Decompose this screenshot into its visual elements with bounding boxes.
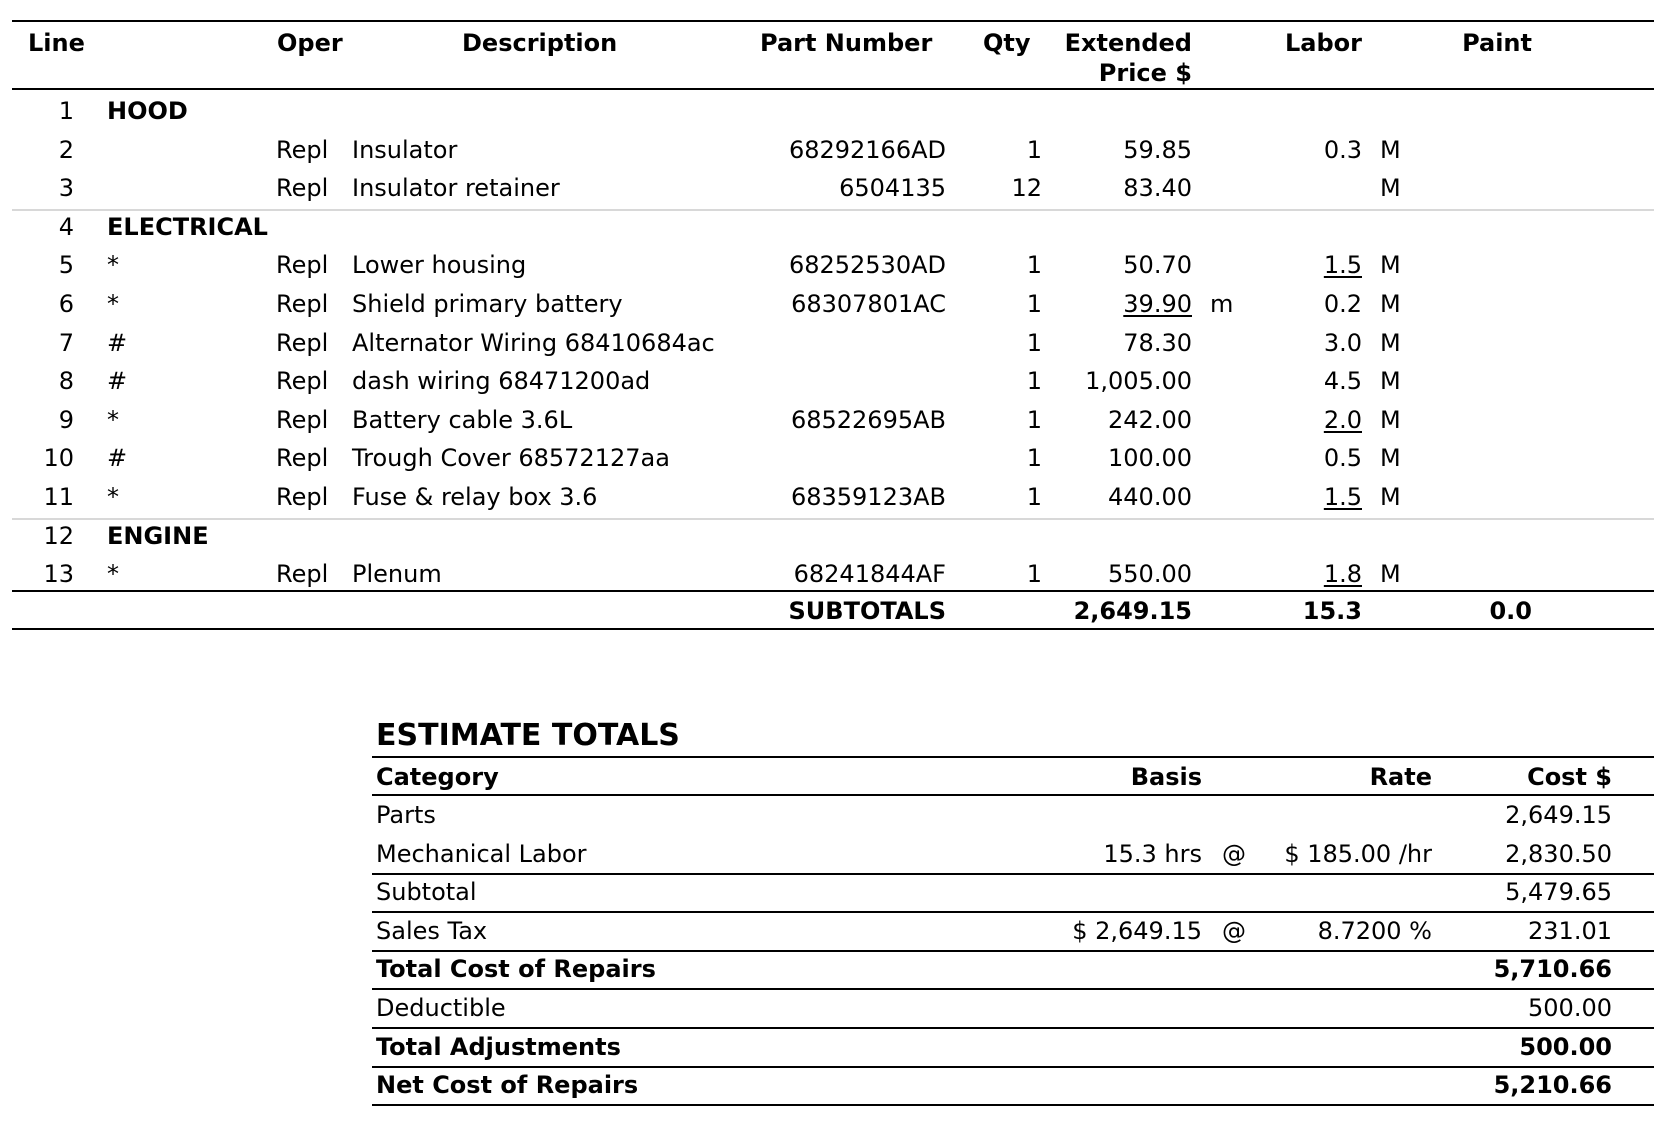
row-labor-type: M (1380, 444, 1401, 473)
row-extended-price: 83.40 (1123, 174, 1192, 203)
col-header-extended-price-line1: Extended (1064, 29, 1192, 57)
totals-category: Total Adjustments (376, 1032, 621, 1061)
row-qty: 1 (1026, 483, 1042, 511)
row-line-number: 3 (58, 174, 74, 203)
row-description: Alternator Wiring 68410684ac (352, 328, 715, 357)
row-oper: Repl (276, 328, 329, 357)
totals-cost: 5,210.66 (1493, 1071, 1612, 1100)
totals-cost: 2,830.50 (1505, 839, 1612, 868)
row-qty: 1 (1026, 290, 1042, 318)
section-divider (12, 209, 1654, 211)
row-flag: * (107, 560, 119, 589)
row-description: Lower housing (352, 251, 527, 280)
row-description: Fuse & relay box 3.6 (352, 483, 598, 511)
section-divider (12, 518, 1654, 520)
row-qty: 1 (1026, 560, 1042, 589)
section-title: ENGINE (107, 521, 209, 550)
row-part-number: 68522695AB (790, 405, 946, 434)
totals-category: Deductible (376, 994, 506, 1022)
row-labor: 3.0 (1323, 328, 1362, 357)
row-line-number: 11 (43, 483, 74, 511)
totals-category: Subtotal (376, 878, 477, 907)
row-labor-type: M (1380, 367, 1401, 396)
row-labor: 0.2 (1323, 290, 1362, 318)
subtotals-bottom-rule (12, 628, 1654, 630)
totals-category: Parts (376, 801, 436, 829)
totals-basis: 15.3 hrs (1103, 839, 1202, 868)
col-header-oper: Oper (277, 29, 343, 57)
row-oper: Repl (276, 367, 329, 396)
row-extended-price: 550.00 (1108, 560, 1192, 589)
totals-row-rule (372, 873, 1654, 875)
row-qty: 12 (1011, 174, 1042, 203)
totals-cost: 5,710.66 (1493, 955, 1612, 984)
row-oper: Repl (276, 251, 329, 280)
row-line-number: 8 (58, 367, 74, 396)
row-labor: 1.5 (1323, 483, 1362, 511)
col-header-qty: Qty (983, 29, 1031, 57)
row-line-number: 12 (43, 521, 74, 550)
row-description: Insulator (352, 135, 458, 164)
row-oper: Repl (276, 174, 329, 203)
row-labor: 1.8 (1323, 560, 1362, 589)
row-extended-price: 242.00 (1108, 405, 1192, 434)
totals-cost: 500.00 (1519, 1032, 1612, 1061)
row-description: Shield primary battery (352, 290, 623, 318)
totals-row-rule (372, 911, 1654, 913)
totals-header-rate: Rate (1369, 763, 1432, 791)
row-extended-price: 1,005.00 (1085, 367, 1192, 396)
col-header-part-number: Part Number (760, 29, 933, 57)
totals-row-rule (372, 1066, 1654, 1068)
row-description: Plenum (352, 560, 442, 589)
row-qty: 1 (1026, 367, 1042, 396)
col-header-extended-price-line2: Price $ (1098, 59, 1192, 87)
row-extended-price: 78.30 (1123, 328, 1192, 357)
row-labor-type: M (1380, 135, 1401, 164)
row-flag: * (107, 483, 119, 511)
row-part-number: 68252530AD (788, 251, 946, 280)
row-labor-type: M (1380, 483, 1401, 511)
row-description: Insulator retainer (352, 174, 560, 203)
row-qty: 1 (1026, 328, 1042, 357)
row-price-flag: m (1210, 290, 1234, 318)
totals-rate: 8.7200 % (1317, 916, 1432, 945)
totals-cost: 2,649.15 (1505, 801, 1612, 829)
table-top-rule (12, 20, 1654, 22)
row-labor-type: M (1380, 560, 1401, 589)
row-extended-price: 440.00 (1108, 483, 1192, 511)
totals-cost: 500.00 (1528, 994, 1612, 1022)
section-title: HOOD (107, 97, 188, 125)
row-part-number: 68307801AC (791, 290, 946, 318)
subtotals-top-rule (12, 590, 1654, 592)
row-line-number: 7 (58, 328, 74, 357)
row-description: Trough Cover 68572127aa (352, 444, 670, 473)
col-header-description: Description (462, 29, 618, 57)
row-oper: Repl (276, 483, 329, 511)
totals-header-rule (372, 794, 1654, 796)
subtotals-labor: 15.3 (1302, 597, 1362, 625)
row-oper: Repl (276, 290, 329, 318)
row-labor: 2.0 (1323, 405, 1362, 434)
row-labor-type: M (1380, 251, 1401, 280)
totals-rate: $ 185.00 /hr (1284, 839, 1432, 868)
col-header-line: Line (28, 29, 85, 57)
row-flag: * (107, 405, 119, 434)
totals-category: Total Cost of Repairs (376, 955, 656, 984)
row-line-number: 4 (58, 212, 74, 241)
row-labor-type: M (1380, 174, 1401, 203)
totals-category: Net Cost of Repairs (376, 1071, 639, 1100)
totals-top-rule (372, 756, 1654, 758)
row-extended-price: 50.70 (1123, 251, 1192, 280)
totals-category: Mechanical Labor (376, 839, 587, 868)
row-labor: 1.5 (1323, 251, 1362, 280)
totals-row-rule (372, 1104, 1654, 1106)
totals-at: @ (1222, 839, 1246, 868)
row-oper: Repl (276, 135, 329, 164)
totals-header-category: Category (376, 763, 499, 791)
subtotals-price: 2,649.15 (1073, 597, 1192, 625)
col-header-labor: Labor (1285, 29, 1362, 57)
row-oper: Repl (276, 560, 329, 589)
row-labor: 0.3 (1323, 135, 1362, 164)
col-header-paint: Paint (1462, 29, 1532, 57)
totals-category: Sales Tax (376, 916, 488, 945)
totals-basis: $ 2,649.15 (1072, 916, 1202, 945)
row-extended-price: 39.90 (1123, 290, 1192, 318)
row-line-number: 9 (58, 405, 74, 434)
row-line-number: 6 (58, 290, 74, 318)
totals-row-rule (372, 1027, 1654, 1029)
row-line-number: 5 (58, 251, 74, 280)
row-flag: # (107, 444, 128, 473)
row-part-number: 68359123AB (790, 483, 946, 511)
section-title: ELECTRICAL (107, 212, 268, 241)
row-line-number: 10 (43, 444, 74, 473)
row-line-number: 13 (43, 560, 74, 589)
row-flag: * (107, 290, 119, 318)
row-description: Battery cable 3.6L (352, 405, 573, 434)
totals-cost: 231.01 (1528, 916, 1612, 945)
row-part-number: 6504135 (839, 174, 946, 203)
row-flag: # (107, 367, 128, 396)
row-part-number: 68241844AF (793, 560, 946, 589)
subtotals-label: SUBTOTALS (788, 597, 946, 625)
header-bottom-rule (12, 88, 1654, 90)
row-extended-price: 59.85 (1123, 135, 1192, 164)
totals-row-rule (372, 950, 1654, 952)
row-labor-type: M (1380, 290, 1401, 318)
totals-header-cost: Cost $ (1527, 763, 1612, 791)
subtotals-paint: 0.0 (1489, 597, 1532, 625)
totals-row-rule (372, 988, 1654, 990)
row-extended-price: 100.00 (1108, 444, 1192, 473)
row-flag: * (107, 251, 119, 280)
row-part-number: 68292166AD (788, 135, 946, 164)
row-line-number: 1 (58, 97, 74, 125)
row-qty: 1 (1026, 444, 1042, 473)
row-line-number: 2 (58, 135, 74, 164)
row-qty: 1 (1026, 135, 1042, 164)
row-labor: 0.5 (1323, 444, 1362, 473)
row-qty: 1 (1026, 251, 1042, 280)
row-description: dash wiring 68471200ad (352, 367, 651, 396)
row-labor-type: M (1380, 328, 1401, 357)
row-oper: Repl (276, 444, 329, 473)
totals-at: @ (1222, 916, 1246, 945)
totals-cost: 5,479.65 (1505, 878, 1612, 907)
row-labor-type: M (1380, 405, 1401, 434)
row-oper: Repl (276, 405, 329, 434)
estimate-totals-title: ESTIMATE TOTALS (376, 718, 680, 753)
row-labor: 4.5 (1323, 367, 1362, 396)
row-qty: 1 (1026, 405, 1042, 434)
row-flag: # (107, 328, 128, 357)
totals-header-basis: Basis (1130, 763, 1202, 791)
